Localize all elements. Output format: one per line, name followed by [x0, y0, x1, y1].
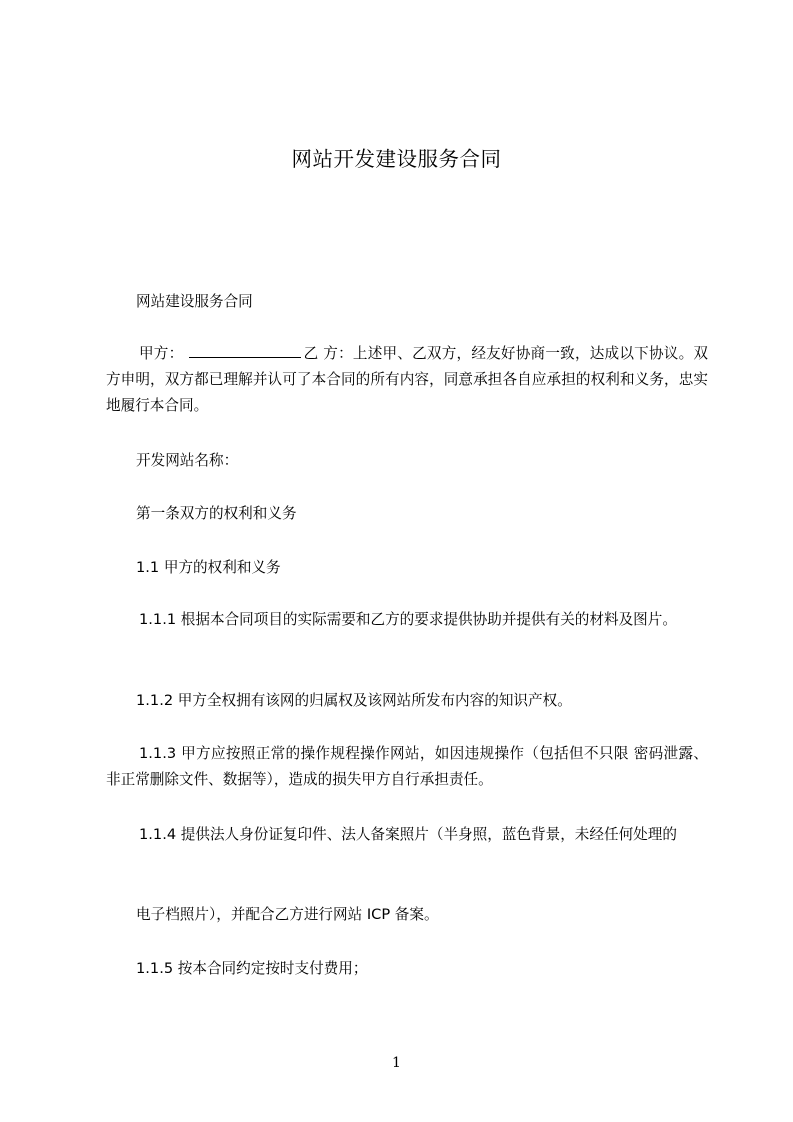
item-1-1-2: 1.1.2 甲方全权拥有该网的归属权及该网站所发布内容的知识产权。	[136, 692, 572, 709]
item-1-1-4-continued: 电子档照片），并配合乙方进行网站 ICP 备案。	[136, 906, 439, 923]
item-1-1-4: 1.1.4 提供法人身份证复印件、法人备案照片（半身照，蓝色背景，未经任何处理的	[139, 826, 677, 843]
article-1-title: 第一条双方的权利和义务	[136, 505, 297, 522]
item-1-1-1: 1.1.1 根据本合同项目的实际需要和乙方的要求提供协助并提供有关的材料及图片。	[139, 611, 677, 628]
site-name-label: 开发网站名称：	[136, 452, 239, 469]
parties-paragraph	[106, 341, 708, 419]
party-b-and-agreement: 乙 方：上述甲、乙双方，经友好协商一致，达成以下协议。双方申明，双方都已理解并认可了本合同的所有内容，同意承担各自应承担的权利和义务，忠实地履行本合同。	[106, 345, 708, 414]
page-number: 1	[392, 1055, 401, 1071]
section-1-1: 1.1 甲方的权利和义务	[136, 559, 281, 576]
party-a-label: 甲方：	[139, 345, 184, 362]
item-1-1-5: 1.1.5 按本合同约定按时支付费用；	[136, 960, 368, 977]
contract-heading: 网站建设服务合同	[136, 293, 253, 310]
document-title: 网站开发建设服务合同	[291, 147, 502, 171]
item-1-1-3: 1.1.3 甲方应按照正常的操作规程操作网站，如因违规操作（包括但不只限 密码泄露、非正常删除文件、数据等），造成的损失甲方自行承担责任。	[106, 745, 708, 788]
party-a-blank	[189, 342, 301, 358]
